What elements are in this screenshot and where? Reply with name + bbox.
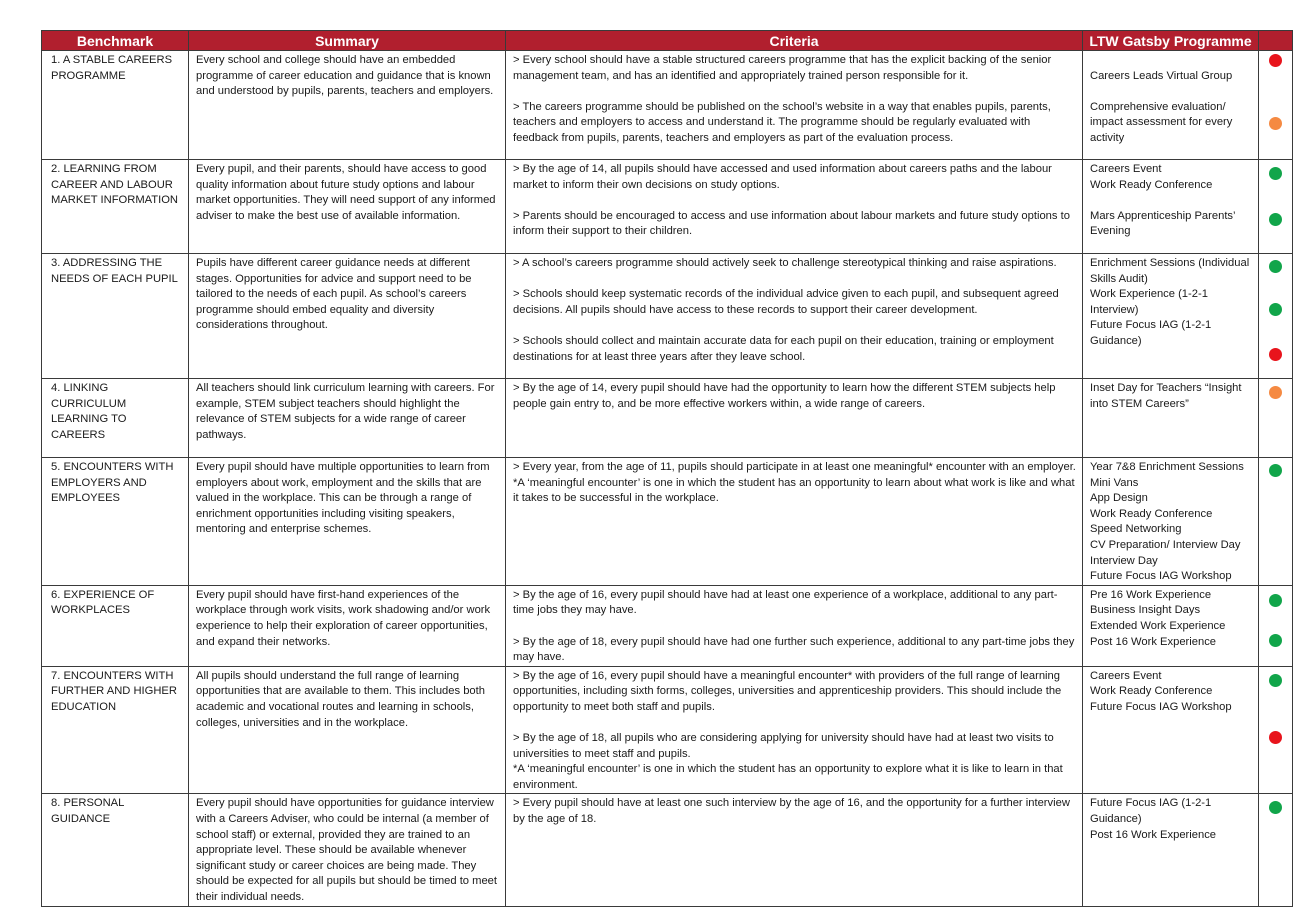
programme-item: Mars Apprenticeship Parents’ Evening — [1090, 209, 1236, 238]
benchmark-cell: 5. ENCOUNTERS WITH EMPLOYERS AND EMPLOYEES — [42, 458, 189, 586]
table-row — [42, 458, 1293, 586]
criteria-cell — [506, 794, 1083, 906]
programme-item: Enrichment Sessions (Individual Skills Audit) — [1090, 257, 1250, 285]
programme-cell — [1083, 458, 1259, 586]
programme-cell — [1083, 160, 1259, 254]
status-dot-green — [1269, 634, 1282, 647]
status-cell — [1259, 379, 1293, 458]
status-cell — [1259, 458, 1293, 586]
status-cell — [1259, 160, 1293, 254]
header-programme: LTW Gatsby Programme — [1083, 31, 1259, 51]
criteria-item: > By the age of 18, all pupils who are considering applying for university should have had at least two visits to universities to meet staff and pupils. — [513, 732, 1054, 760]
table-row — [42, 254, 1293, 379]
gatsby-benchmark-table — [41, 30, 1293, 907]
header-summary: Summary — [189, 31, 506, 51]
status-dot-red — [1269, 731, 1282, 744]
status-dot-green — [1269, 260, 1282, 273]
criteria-cell — [506, 160, 1083, 254]
programme-item: Post 16 Work Experience — [1090, 828, 1217, 841]
programme-cell — [1083, 379, 1259, 458]
programme-item: Extended Work Experience — [1090, 619, 1226, 632]
programme-item: Careers Leads Virtual Group — [1090, 69, 1233, 82]
criteria-item: > Every school should have a stable structured careers programme that has the explicit backing of the senior management team, and has an identified and appropriately trained person responsible for it. — [513, 54, 1052, 82]
summary-cell: Every pupil should have first-hand experiences of the workplace through work visits, work shadowing and/or work experience to help their exploration of career opportunities, and expand their networks. — [189, 585, 506, 666]
status-dot-amber — [1269, 386, 1282, 399]
programme-item: Mini Vans — [1090, 476, 1139, 489]
programme-item: Future Focus IAG Workshop — [1090, 570, 1232, 583]
criteria-cell — [506, 254, 1083, 379]
status-dot-green — [1269, 464, 1282, 477]
programme-item: Careers Event — [1090, 163, 1162, 175]
benchmark-cell: 3. ADDRESSING THE NEEDS OF EACH PUPIL — [42, 254, 189, 379]
programme-item: Interview Day — [1090, 554, 1158, 567]
status-cell — [1259, 254, 1293, 379]
programme-cell — [1083, 666, 1259, 794]
criteria-cell — [506, 666, 1083, 794]
table-row — [42, 51, 1293, 160]
summary-cell: Every school and college should have an embedded programme of career education and guidance that is known and understood by pupils, parents, teachers and employers. — [189, 51, 506, 160]
criteria-item: > Every pupil should have at least one such interview by the age of 16, and the opportunity for a further interview by the age of 18. — [513, 797, 1070, 826]
programme-item: Year 7&8 Enrichment Sessions — [1090, 461, 1244, 473]
status-dot-red — [1269, 348, 1282, 361]
status-dot-green — [1269, 594, 1282, 607]
status-dot-amber — [1269, 117, 1282, 130]
header-status — [1259, 31, 1293, 51]
status-cell — [1259, 51, 1293, 160]
programme-item: App Design — [1090, 492, 1148, 505]
criteria-item: > Parents should be encouraged to access and use information about labour markets and future study options to inform their support to their children. — [513, 209, 1070, 238]
table-row — [42, 379, 1293, 458]
benchmark-cell: 2. LEARNING FROM CAREER AND LABOUR MARKET INFORMATION — [42, 160, 189, 254]
programme-item: Future Focus IAG Workshop — [1090, 700, 1232, 713]
summary-cell: Pupils have different career guidance needs at different stages. Opportunities for advice and support need to be tailored to the needs of each pupil. As school’s careers programme should embed equality and diversity considerations throughout. — [189, 254, 506, 379]
criteria-item: > By the age of 14, all pupils should have accessed and used information about careers paths and the labour market to inform their own decisions on study options. — [513, 163, 1052, 191]
criteria-item: *A ‘meaningful encounter’ is one in which the student has an opportunity to learn about what work is like and what it takes to be successful in the workplace. — [513, 476, 1075, 505]
criteria-item: > By the age of 16, every pupil should have had at least one experience of a workplace, additional to any part-time jobs they may have. — [513, 588, 1058, 617]
programme-cell — [1083, 794, 1259, 906]
programme-item: Post 16 Work Experience — [1090, 635, 1217, 648]
programme-cell — [1083, 585, 1259, 666]
programme-item: Work Ready Conference — [1090, 507, 1213, 520]
benchmark-cell: 6. EXPERIENCE OF WORKPLACES — [42, 585, 189, 666]
status-dot-green — [1269, 213, 1282, 226]
programme-item: Careers Event — [1090, 669, 1162, 682]
header-row — [42, 31, 1293, 51]
status-dot-green — [1269, 167, 1282, 180]
header-criteria: Criteria — [506, 31, 1083, 51]
criteria-item: > Every year, from the age of 11, pupils should participate in at least one meaningful* encounter with an employer. — [513, 461, 1076, 473]
criteria-cell — [506, 585, 1083, 666]
table-row — [42, 160, 1293, 254]
status-dot-green — [1269, 801, 1282, 814]
criteria-item: > By the age of 16, every pupil should have a meaningful encounter* with providers of the full range of learning opportunities, including sixth forms, colleges, universities and apprenticeship providers. This should include the opportunity to meet both staff and pupils. — [513, 669, 1062, 713]
benchmark-cell: 8. PERSONAL GUIDANCE — [42, 794, 189, 906]
summary-cell: Every pupil, and their parents, should have access to good quality information about future study options and labour market opportunities. They will need support of any informed adviser to make the best use of available information. — [189, 160, 506, 254]
criteria-item: > Schools should collect and maintain accurate data for each pupil on their education, training or employment destinations for at least three years after they leave school. — [513, 334, 1054, 363]
status-dot-green — [1269, 674, 1282, 687]
summary-cell: Every pupil should have opportunities for guidance interview with a Careers Adviser, who could be internal (a member of school staff) or external, provided they are trained to an appropriate level. These should be available whenever significant study or career choices are being made. They should be expected for all pupils but should be timed to meet their individual needs. — [189, 794, 506, 906]
criteria-cell — [506, 51, 1083, 160]
criteria-cell — [506, 379, 1083, 458]
programme-item: CV Preparation/ Interview Day — [1090, 538, 1241, 551]
summary-cell: All pupils should understand the full range of learning opportunities that are available to them. This includes both academic and vocational routes and learning in schools, colleges, universities and in the workplace. — [189, 666, 506, 794]
benchmark-cell: 7. ENCOUNTERS WITH FURTHER AND HIGHER EDUCATION — [42, 666, 189, 794]
table-row — [42, 666, 1293, 794]
programme-item: Pre 16 Work Experience — [1090, 588, 1212, 601]
criteria-item: > A school’s careers programme should actively seek to challenge stereotypical thinking and raise aspirations. — [513, 257, 1057, 269]
programme-item: Inset Day for Teachers “Insight into STEM Careers” — [1090, 382, 1242, 410]
programme-item: Work Experience (1-2-1 Interview) — [1090, 288, 1208, 316]
summary-cell: Every pupil should have multiple opportunities to learn from employers about work, employment and the skills that are valued in the workplace. This can be through a range of enrichment opportunities including visiting speakers, mentoring and enterprise schemes. — [189, 458, 506, 586]
programme-cell — [1083, 51, 1259, 160]
status-dot-red — [1269, 54, 1282, 67]
criteria-item: > The careers programme should be published on the school’s website in a way that enables pupils, parents, teachers and employers to access and understand it. The programme should be regularly evaluated with feedback from pupils, parents, teachers and employers as part of the evaluation process. — [513, 100, 1051, 144]
status-dot-green — [1269, 303, 1282, 316]
programme-item: Business Insight Days — [1090, 604, 1201, 617]
summary-cell: All teachers should link curriculum learning with careers. For example, STEM subject teachers should highlight the relevance of STEM subjects for a wide range of career pathways. — [189, 379, 506, 458]
programme-item: Future Focus IAG (1-2-1 Guidance) — [1090, 319, 1212, 347]
header-benchmark: Benchmark — [42, 31, 189, 51]
benchmark-cell: 1. A STABLE CAREERS PROGRAMME — [42, 51, 189, 160]
benchmark-cell: 4. LINKING CURRICULUM LEARNING TO CAREERS — [42, 379, 189, 458]
table-row — [42, 794, 1293, 906]
programme-item: Work Ready Conference — [1090, 685, 1213, 698]
criteria-item: > By the age of 14, every pupil should have had the opportunity to learn how the different STEM subjects help people gain entry to, and be more effective workers within, a wide range of careers. — [513, 382, 1056, 410]
criteria-item: > By the age of 18, every pupil should have had one further such experience, additional to any part-time jobs they may have. — [513, 635, 1075, 664]
status-cell — [1259, 666, 1293, 794]
criteria-cell — [506, 458, 1083, 586]
programme-item: Future Focus IAG (1-2-1 Guidance) — [1090, 797, 1212, 826]
criteria-item: *A ‘meaningful encounter’ is one in which the student has an opportunity to explore what it is like to learn in that environment. — [513, 763, 1063, 791]
criteria-item: > Schools should keep systematic records of the individual advice given to each pupil, and subsequent agreed decisions. All pupils should have access to these records to support their career development. — [513, 288, 1059, 316]
programme-cell — [1083, 254, 1259, 379]
table-row — [42, 585, 1293, 666]
status-cell — [1259, 585, 1293, 666]
status-cell — [1259, 794, 1293, 906]
programme-item: Speed Networking — [1090, 523, 1182, 536]
programme-item: Work Ready Conference — [1090, 178, 1213, 191]
programme-item: Comprehensive evaluation/ impact assessment for every activity — [1090, 100, 1233, 144]
